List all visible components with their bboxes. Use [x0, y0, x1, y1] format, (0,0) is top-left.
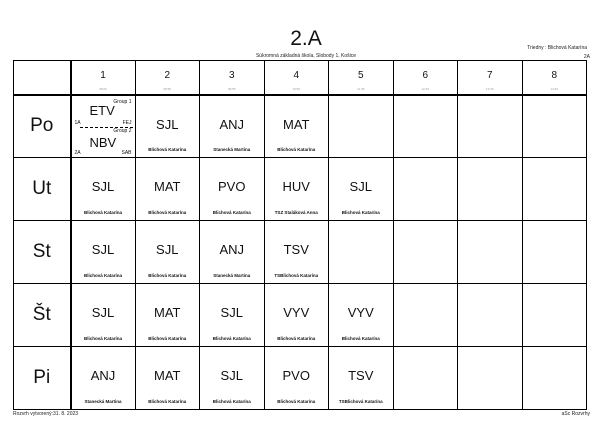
lesson-subject: SJL — [91, 242, 115, 257]
period-time: 11:45 — [357, 86, 365, 91]
period-header — [71, 61, 136, 95]
lesson-teacher: TSBlichová Katarína — [274, 273, 319, 278]
group-label: Group 2 — [113, 127, 132, 134]
footer-generated: Rozvrh vytvorený:31. 8. 2023 — [13, 411, 79, 417]
lesson-cell[interactable] — [71, 347, 136, 410]
lesson-room: SAB — [121, 149, 132, 156]
lesson-cell[interactable] — [71, 284, 136, 347]
lesson-teacher: Blichová Katarína — [148, 273, 187, 278]
lesson-subject: SJL — [349, 179, 372, 194]
lesson-teacher: Blichová Katarína — [277, 336, 316, 341]
school-name: Súkromná základná škola, Slobody 1, Košice — [255, 53, 357, 59]
lesson-subject: ANJ — [90, 368, 116, 383]
lesson-subject: HUV — [282, 179, 310, 194]
period-number: 5 — [357, 69, 364, 81]
period-number: 4 — [293, 69, 300, 81]
lesson-cell[interactable] — [264, 284, 329, 347]
lesson-teacher: Blichová Katarína — [83, 336, 122, 341]
lesson-teacher: Blichová Katarína — [277, 147, 316, 152]
corner-cell — [14, 61, 71, 95]
lesson-teacher: Blichová Katarína — [212, 210, 251, 215]
lesson-subject: MAT — [154, 305, 181, 320]
lesson-subject: ETV — [89, 102, 115, 118]
period-header — [458, 61, 523, 95]
lesson-room: FEJ — [122, 119, 132, 126]
lesson-subject: ANJ — [219, 242, 245, 257]
period-number: 3 — [228, 69, 235, 81]
lesson-cell[interactable] — [200, 95, 265, 158]
lesson-cell[interactable] — [200, 347, 265, 410]
period-number: 8 — [551, 69, 558, 81]
lesson-subject: SJL — [91, 305, 115, 320]
period-header — [393, 61, 458, 95]
lesson-cell[interactable] — [135, 158, 200, 221]
day-row — [14, 347, 587, 410]
empty-cell — [522, 347, 587, 410]
lesson-subject: MAT — [283, 116, 310, 132]
class-code: 2A — [583, 54, 590, 60]
lesson-cell[interactable] — [200, 284, 265, 347]
period-time: 08:00 — [99, 86, 107, 91]
lesson-teacher: Blichová Katarína — [83, 273, 122, 278]
lesson-subject: TSV — [283, 242, 309, 257]
lesson-cell[interactable] — [200, 158, 265, 221]
footer-software: aSc Rozvrhy — [561, 411, 590, 417]
lesson-cell[interactable] — [200, 221, 265, 284]
day-label: Po — [14, 95, 71, 158]
day-row — [14, 221, 587, 284]
lesson-cell[interactable] — [329, 158, 394, 221]
lesson-subject: NBV — [89, 134, 117, 150]
lesson-subject: SJL — [91, 179, 115, 194]
lesson-teacher: Blichová Katarína — [212, 336, 251, 341]
period-time: 13:30 — [485, 86, 494, 91]
period-number: 7 — [486, 69, 493, 81]
empty-cell — [522, 284, 587, 347]
period-time: 10:50 — [292, 86, 300, 91]
empty-cell — [458, 347, 523, 410]
lesson-subject: VYV — [347, 305, 374, 320]
lesson-class: 2A — [74, 149, 81, 156]
lesson-teacher: Blichová Katarína — [341, 336, 380, 341]
lesson-cell[interactable] — [135, 221, 200, 284]
timetable-grid — [13, 60, 587, 410]
lesson-subject: SJL — [220, 305, 243, 320]
lesson-cell[interactable] — [135, 347, 200, 410]
empty-cell — [393, 221, 458, 284]
lesson-class: 1A — [74, 119, 81, 126]
empty-cell — [458, 221, 523, 284]
empty-cell — [329, 221, 394, 284]
lesson-teacher: Blichová Katarína — [83, 210, 122, 215]
day-label: St — [14, 221, 71, 284]
lesson-teacher: Blichová Katarína — [148, 336, 187, 341]
empty-cell — [458, 284, 523, 347]
lesson-cell[interactable] — [135, 95, 200, 158]
period-number: 6 — [422, 69, 429, 81]
period-number: 2 — [164, 69, 171, 81]
lesson-teacher: TSBlichová Katarína — [338, 399, 383, 404]
lesson-cell[interactable] — [71, 158, 136, 221]
period-header — [135, 61, 200, 95]
empty-cell — [522, 221, 587, 284]
lesson-teacher: Stanecká Martina — [84, 399, 122, 404]
empty-cell — [458, 158, 523, 221]
period-time: 08:55 — [163, 86, 171, 91]
lesson-teacher: Blichová Katarína — [148, 210, 187, 215]
lesson-subject: PVO — [218, 179, 246, 194]
period-header — [522, 61, 587, 95]
empty-cell — [522, 158, 587, 221]
lesson-subject: SJL — [156, 242, 179, 257]
empty-cell — [393, 347, 458, 410]
lesson-teacher: Blichová Katarína — [148, 399, 187, 404]
day-label: Pi — [14, 347, 71, 410]
lesson-subject: PVO — [282, 368, 310, 383]
lesson-teacher: Stanecká Martina — [213, 273, 251, 278]
homeroom-teacher: Triedny : Blichová Katarína — [527, 45, 587, 51]
period-time: 14:20 — [550, 86, 558, 91]
period-header — [264, 61, 329, 95]
empty-cell — [458, 95, 523, 158]
period-number: 1 — [100, 69, 106, 81]
lesson-cell[interactable] — [264, 347, 329, 410]
lesson-subject: SJL — [156, 116, 179, 132]
lesson-cell[interactable] — [264, 95, 329, 158]
lesson-cell[interactable] — [329, 347, 394, 410]
empty-cell — [393, 158, 458, 221]
period-header — [329, 61, 394, 95]
empty-cell — [393, 284, 458, 347]
empty-cell — [393, 95, 458, 158]
day-row — [14, 158, 587, 221]
class-title: 2.A — [290, 27, 322, 50]
period-time: 12:40 — [421, 86, 429, 91]
lesson-cell[interactable] — [71, 221, 136, 284]
lesson-subject: MAT — [154, 179, 181, 194]
group-label: Group 1 — [113, 98, 132, 105]
day-row — [14, 95, 587, 158]
period-time: 09:55 — [227, 86, 236, 91]
lesson-teacher: Blichová Katarína — [212, 399, 251, 404]
day-row — [14, 284, 587, 347]
period-header — [200, 61, 265, 95]
lesson-cell[interactable] — [329, 284, 394, 347]
lesson-subject: MAT — [154, 368, 181, 383]
day-label: Ut — [14, 158, 71, 221]
lesson-cell-split[interactable] — [71, 95, 136, 158]
lesson-subject: TSV — [348, 368, 374, 383]
lesson-cell[interactable] — [264, 158, 329, 221]
lesson-teacher: TSZ Staláková Anna — [274, 210, 318, 215]
lesson-subject: VYV — [283, 305, 310, 320]
lesson-cell[interactable] — [135, 284, 200, 347]
lesson-teacher: Blichová Katarína — [341, 210, 380, 215]
lesson-teacher: Blichová Katarína — [148, 147, 187, 152]
lesson-subject: SJL — [220, 368, 243, 383]
lesson-teacher: Stanecká Martina — [213, 147, 251, 152]
lesson-teacher: Blichová Katarína — [277, 399, 316, 404]
day-label: Št — [14, 284, 71, 347]
lesson-subject: ANJ — [219, 116, 245, 132]
lesson-cell[interactable] — [264, 221, 329, 284]
empty-cell — [329, 95, 394, 158]
empty-cell — [522, 95, 587, 158]
